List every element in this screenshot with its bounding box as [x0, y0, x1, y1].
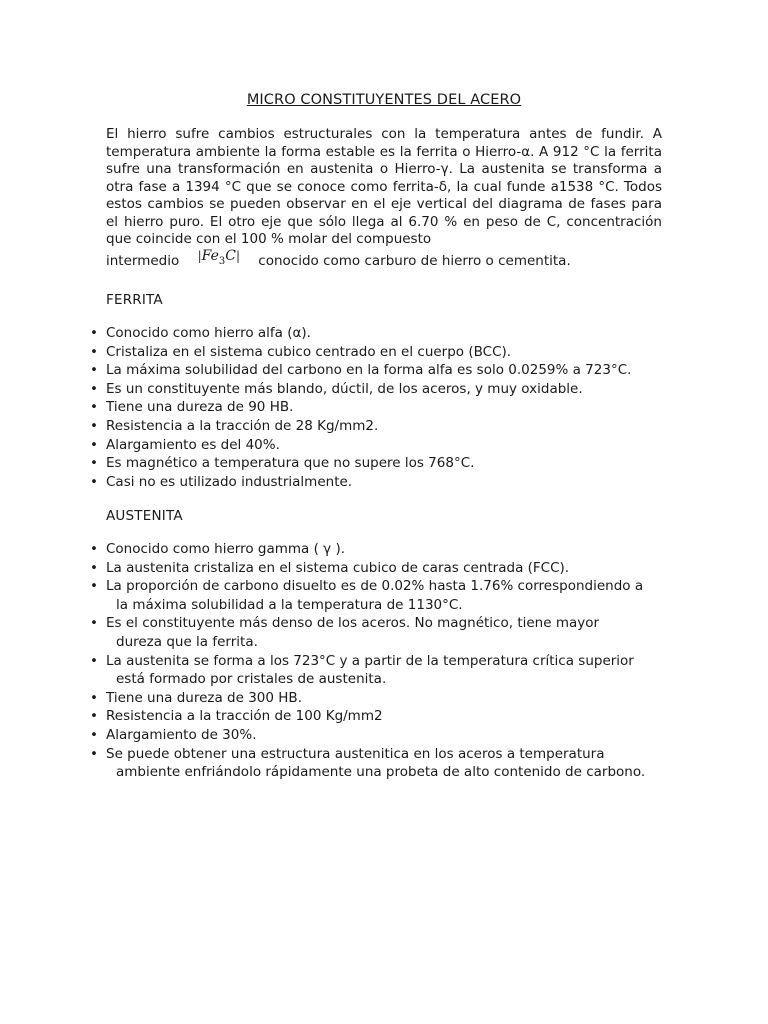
bullet-icon: • — [90, 343, 98, 360]
bullet-icon: • — [90, 708, 98, 725]
bullet-icon: • — [90, 473, 98, 490]
intro-last-line — [106, 247, 662, 275]
list-item: • Casi no es utilizado industrialmente. — [90, 473, 353, 490]
bullet-icon: • — [90, 399, 98, 416]
formula-text: $Fe_3C$ — [201, 247, 236, 267]
bullet-icon: • — [90, 745, 98, 762]
list-item: • Conocido como hierro alfa (α). — [90, 325, 311, 341]
list-item: • Es magnético a temperatura que no supere los 768°C. — [90, 455, 475, 472]
list-item: • Es un constituyente más blando, dúctil, de los aceros, y muy oxidable. — [90, 380, 583, 397]
list-item: • Tiene una dureza de 90 HB. — [90, 399, 294, 416]
bullet-icon: • — [90, 689, 98, 706]
list-item: • Cristaliza en el sistema cubico centrado en el cuerpo (BCC). — [90, 343, 512, 360]
list-item: • La proporción de carbono disuelto es de 0.02% hasta 1.76% correspondiendo a la máxima solubilidad a la temperatura de 1130°C. — [90, 578, 644, 613]
bullet-icon: • — [90, 455, 98, 472]
list-item: • Alargamiento es del 40%. — [90, 436, 280, 453]
ferrita-list — [90, 324, 631, 491]
list-item: • Alargamiento de 30%. — [90, 726, 257, 743]
bullet-icon: • — [90, 541, 98, 557]
bullet-icon: • — [90, 652, 98, 669]
intro-paragraph — [106, 126, 662, 275]
bullet-icon: • — [90, 559, 98, 576]
bullet-icon: • — [90, 615, 98, 632]
bullet-icon: • — [90, 380, 98, 397]
chemical-formula: $|Fe_3C|$ — [197, 247, 240, 267]
list-item: • Es el constituyente más denso de los aceros. No magnético, tiene mayor dureza que la ferrita. — [90, 615, 600, 650]
list-item: • La máxima solubilidad del carbono en la forma alfa es solo 0.0259% a 723°C. — [90, 362, 632, 379]
list-item: • Conocido como hierro gamma ( γ ). — [90, 541, 346, 557]
list-item: • La austenita se forma a los 723°C y a partir de la temperatura crítica superior está formado por cristales de austenita. — [90, 652, 634, 688]
intro-text: El hierro sufre cambios estructurales con la temperatura antes de fundir. A temperatura ambiente la forma estable es la ferrita o Hierro-α. A 912 °C la ferrita sufre una transformación en austenita o Hierro-γ. La austenita se transforma a otra fase a 1394 °C que se conoce como ferrita-δ, la cual funde a1538 °C. Todos estos cambios se pueden observar en el eje vertical del diagrama de fases para el hierro puro. El otro eje que sólo llega al 6.70 % en peso de C, concentración que coincide con el 100 % molar del compuesto — [106, 126, 662, 247]
bullet-icon: • — [90, 417, 98, 434]
list-item: • Resistencia a la tracción de 100 Kg/mm2 — [90, 708, 383, 725]
bullet-icon: • — [90, 325, 98, 341]
bullet-icon: • — [90, 578, 98, 595]
bullet-icon: • — [90, 726, 98, 743]
austenita-list — [90, 540, 645, 782]
list-item: • La austenita cristaliza en el sistema cubico de caras centrada (FCC). — [90, 559, 570, 576]
bullet-icon: • — [90, 436, 98, 453]
list-item: • Resistencia a la tracción de 28 Kg/mm2. — [90, 417, 379, 434]
list-item: • Tiene una dureza de 300 HB. — [90, 689, 302, 706]
intro-last-prefix: intermedio — [106, 252, 180, 269]
document-title: MICRO CONSTITUYENTES DEL ACERO — [246, 92, 522, 108]
intro-last-suffix: conocido como carburo de hierro o cementita. — [258, 252, 571, 269]
austenita-heading: AUSTENITA — [106, 508, 183, 524]
bullet-icon: • — [90, 362, 98, 379]
ferrita-heading: FERRITA — [106, 292, 163, 308]
list-item: • Se puede obtener una estructura austenitica en los aceros a temperatura ambiente enfriándolo rápidamente una probeta de alto contenido de carbono. — [90, 745, 646, 781]
